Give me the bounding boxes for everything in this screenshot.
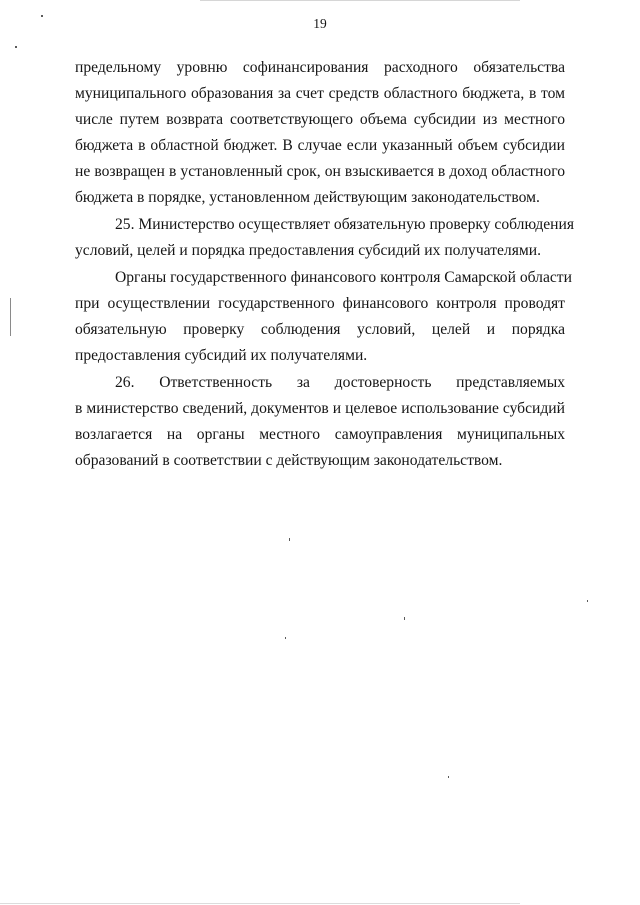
text-line: 26. Ответственность за достоверность представляемых	[115, 374, 565, 391]
document-body	[75, 55, 575, 474]
text-line: образований в соответствии с действующим законодательством.	[75, 452, 503, 469]
scan-speck	[285, 637, 286, 639]
scan-speck	[289, 538, 290, 541]
text-line: бюджета в областной бюджет. В случае если указанный объем субсидии	[75, 137, 565, 154]
scan-edge-mark	[10, 298, 11, 336]
text-line: предоставления субсидий их получателями.	[75, 347, 368, 364]
scan-speck	[15, 46, 17, 48]
page-number: 19	[313, 16, 327, 31]
text-line: муниципального образования за счет средств областного бюджета, в том	[75, 85, 565, 102]
scan-speck	[587, 600, 588, 602]
scan-speck	[404, 617, 405, 620]
text-line: числе путем возврата соответствующего объема субсидии из местного	[75, 111, 565, 128]
text-line: Органы государственного финансового контроля Самарской области	[115, 269, 572, 286]
scan-edge-mark	[0, 903, 520, 904]
text-line: возлагается на органы местного самоуправления муниципальных	[75, 426, 565, 443]
text-line: в министерство сведений, документов и целевое использование субсидий	[75, 400, 565, 417]
text-line: не возвращен в установленный срок, он взыскивается в доход областного	[75, 163, 565, 180]
text-line: предельному уровню софинансирования расходного обязательства	[75, 59, 565, 76]
scan-edge-mark	[200, 0, 520, 1]
text-line: обязательную проверку соблюдения условий, целей и порядка	[75, 321, 565, 338]
text-line: условий, целей и порядка предоставления субсидий их получателями.	[75, 242, 541, 259]
scan-speck	[448, 776, 449, 778]
text-line: 25. Министерство осуществляет обязательную проверку соблюдения	[115, 216, 575, 233]
text-line: бюджета в порядке, установленном действующим законодательством.	[75, 189, 540, 206]
scan-speck	[41, 15, 43, 17]
text-line: при осуществлении государственного финансового контроля проводят	[75, 295, 565, 312]
